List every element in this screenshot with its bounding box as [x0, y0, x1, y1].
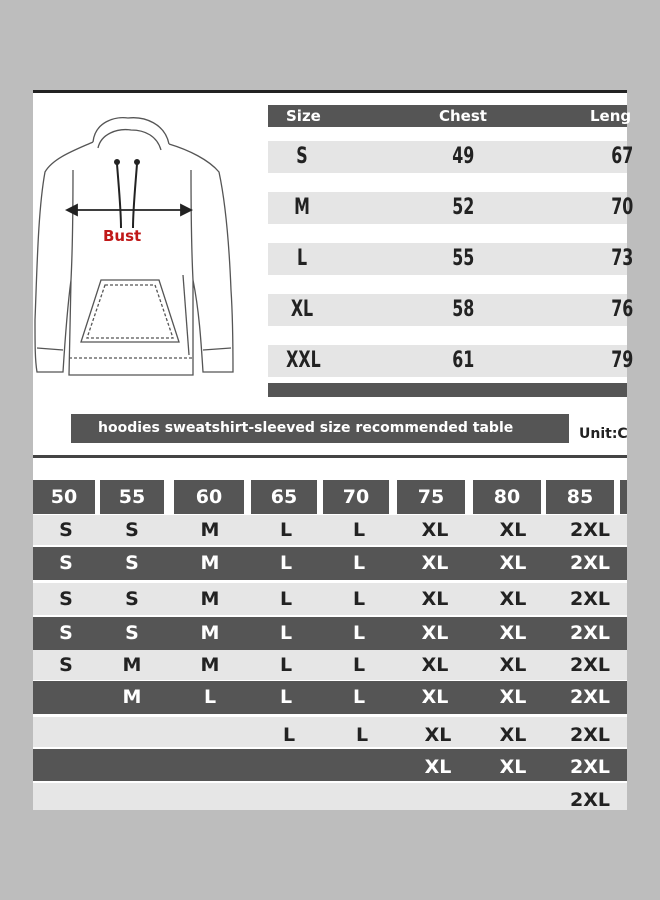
rec-cell: XL	[421, 552, 449, 574]
rec-cell: 2XL	[570, 622, 610, 644]
rec-cell: M	[200, 588, 220, 610]
rec-cell: L	[279, 552, 293, 574]
rec-cell: S	[59, 519, 73, 541]
unit-label: Unit:C	[579, 426, 628, 442]
size-row-s	[268, 141, 634, 173]
rec-cell: XL	[421, 519, 449, 541]
rec-cell: 2XL	[570, 654, 610, 676]
size-row-l	[268, 243, 634, 275]
weight-header-60: 60	[174, 480, 244, 514]
rec-cell: 2XL	[570, 686, 610, 708]
rec-cell: S	[59, 654, 73, 676]
size-cell: XXL	[286, 348, 321, 373]
length-cell: 79	[611, 348, 634, 373]
rec-cell: XL	[499, 552, 527, 574]
recommend-row-6	[33, 681, 627, 714]
recommend-row-7	[33, 717, 627, 747]
rec-cell: XL	[499, 756, 527, 778]
size-cell: L	[296, 246, 308, 271]
length-cell: 73	[611, 246, 634, 271]
weight-header-extra	[620, 480, 627, 514]
size-chart-sheet	[33, 90, 634, 811]
hoodie-icon	[33, 110, 248, 390]
recommend-row-5	[33, 650, 627, 680]
bust-label: Bust	[103, 227, 142, 245]
recommend-row-8	[33, 749, 627, 781]
header-length: Leng	[590, 107, 632, 125]
size-cell: S	[296, 144, 308, 169]
rec-cell: 2XL	[570, 756, 610, 778]
size-row-xxl	[268, 345, 634, 377]
rec-cell: S	[59, 622, 73, 644]
rec-cell: L	[279, 654, 293, 676]
rec-cell: XL	[499, 654, 527, 676]
weight-header-85: 85	[546, 480, 614, 514]
rec-cell: M	[200, 622, 220, 644]
rec-cell: XL	[421, 622, 449, 644]
rec-cell: M	[200, 654, 220, 676]
rec-cell: L	[352, 552, 366, 574]
rec-cell: L	[352, 519, 366, 541]
rec-cell: S	[125, 622, 139, 644]
rec-cell: L	[279, 622, 293, 644]
header-size: Size	[286, 107, 321, 125]
rec-cell: XL	[499, 686, 527, 708]
size-table-footer	[268, 383, 627, 397]
rec-cell: M	[200, 552, 220, 574]
rec-cell: 2XL	[570, 552, 610, 574]
size-row-m	[268, 192, 634, 224]
size-cell: M	[294, 195, 310, 220]
rec-cell: L	[352, 686, 366, 708]
rec-cell: M	[200, 519, 220, 541]
weight-header-55: 55	[100, 480, 164, 514]
chest-cell: 52	[452, 195, 475, 220]
rec-cell: XL	[424, 724, 452, 746]
weight-header-80: 80	[473, 480, 541, 514]
recommend-row-4	[33, 617, 627, 650]
rec-cell: 2XL	[570, 588, 610, 610]
chest-cell: 58	[452, 297, 475, 322]
top-rule	[33, 90, 627, 93]
rec-cell: L	[352, 654, 366, 676]
rec-cell: M	[122, 654, 142, 676]
weight-header-65: 65	[251, 480, 317, 514]
length-cell: 76	[611, 297, 634, 322]
rec-cell: L	[355, 724, 369, 746]
rec-cell: XL	[499, 519, 527, 541]
size-table-header	[268, 105, 632, 127]
recommend-row-3	[33, 583, 627, 615]
rec-cell: S	[125, 519, 139, 541]
rec-cell: L	[352, 622, 366, 644]
rec-cell: XL	[421, 686, 449, 708]
banner-title: hoodies sweatshirt-sleeved size recommended table	[98, 420, 514, 436]
rec-cell: XL	[421, 588, 449, 610]
rec-cell: 2XL	[570, 519, 610, 541]
chest-cell: 49	[452, 144, 475, 169]
section-divider	[33, 455, 627, 458]
rec-cell: S	[59, 552, 73, 574]
chest-cell: 61	[452, 348, 475, 373]
rec-cell: L	[352, 588, 366, 610]
rec-cell: XL	[424, 756, 452, 778]
size-cell: XL	[290, 297, 314, 322]
rec-cell: XL	[499, 622, 527, 644]
rec-cell: 2XL	[570, 724, 610, 746]
recommend-row-1	[33, 515, 627, 545]
header-chest: Chest	[439, 107, 487, 125]
rec-cell: L	[279, 519, 293, 541]
length-cell: 70	[611, 195, 634, 220]
rec-cell: XL	[421, 654, 449, 676]
rec-cell: XL	[499, 724, 527, 746]
recommend-row-9	[33, 783, 627, 810]
rec-cell: 2XL	[570, 789, 610, 811]
rec-cell: S	[59, 588, 73, 610]
rec-cell: M	[122, 686, 142, 708]
rec-cell: L	[279, 686, 293, 708]
size-row-xl	[268, 294, 634, 326]
rec-cell: S	[125, 588, 139, 610]
weight-header-75: 75	[397, 480, 465, 514]
rec-cell: L	[203, 686, 217, 708]
rec-cell: S	[125, 552, 139, 574]
chest-cell: 55	[452, 246, 475, 271]
length-cell: 67	[611, 144, 634, 169]
rec-cell: L	[282, 724, 296, 746]
recommend-banner	[71, 414, 569, 443]
rec-cell: L	[279, 588, 293, 610]
rec-cell: XL	[499, 588, 527, 610]
weight-header-70: 70	[323, 480, 389, 514]
weight-header-50: 50	[33, 480, 95, 514]
recommend-row-2	[33, 547, 627, 580]
